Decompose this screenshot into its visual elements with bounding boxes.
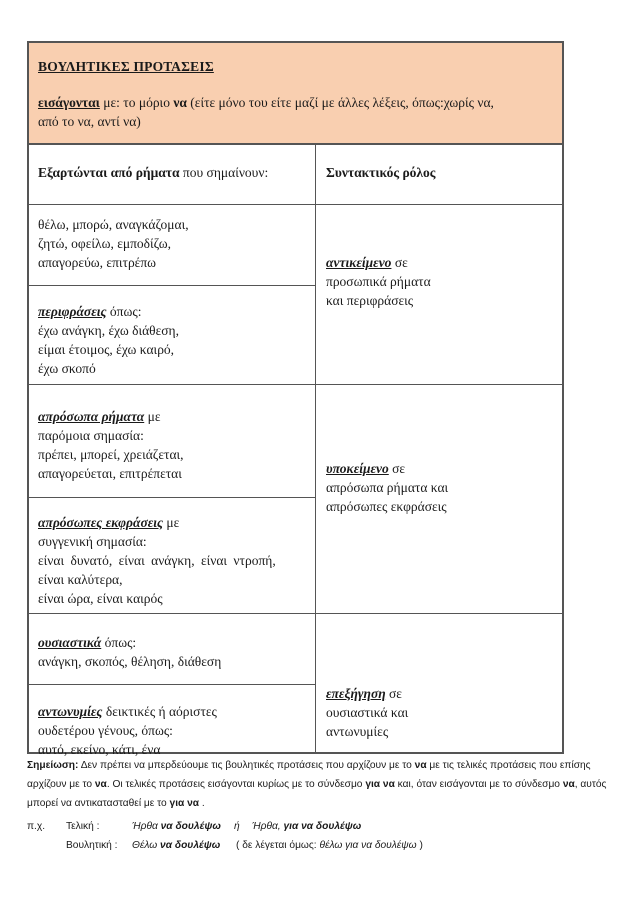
cell-keyword: απρόσωπες εκφράσεις — [38, 515, 164, 530]
cell-keyword: αντωνυμίες — [38, 704, 103, 719]
row-divider — [29, 684, 315, 685]
cell-line: έχω ανάγκη, έχω διάθεση, — [38, 323, 179, 338]
table-header — [29, 43, 562, 145]
column-header-left — [38, 163, 268, 182]
cell-line: ζητώ, οφείλω, εμποδίζω, — [38, 236, 172, 251]
cell-line: είναι ώρα, είναι καιρός — [38, 591, 163, 606]
cell-keyword: αντικείμενο — [326, 255, 392, 270]
pronouns-cell — [38, 702, 217, 759]
row-divider — [29, 613, 562, 614]
cell-rest: σε — [388, 461, 406, 476]
cell-line: ανάγκη, σκοπός, θέληση, διάθεση — [38, 654, 222, 669]
note-paragraph — [27, 756, 607, 813]
cell-rest: με — [163, 515, 180, 530]
cell-line: ουσιαστικά και — [326, 705, 409, 720]
example-text: ) — [416, 840, 423, 851]
column-divider — [315, 145, 316, 754]
row-divider — [29, 497, 315, 498]
cell-line: απρόσωπες εκφράσεις — [326, 499, 447, 514]
note-label: Σημείωση: — [27, 760, 79, 771]
periphrases-cell — [38, 302, 179, 378]
example-final — [132, 817, 221, 836]
cell-line: απαγορεύεται, επιτρέπεται — [38, 466, 182, 481]
cell-line: απαγορεύω, επιτρέπω — [38, 255, 157, 270]
cell-keyword: υποκείμενο — [326, 461, 389, 476]
cell-keyword: απρόσωπα ρήματα — [38, 409, 145, 424]
row-divider — [29, 384, 562, 385]
cell-rest: με — [144, 409, 161, 424]
cell-line: προσωπικά ρήματα — [326, 274, 431, 289]
cell-rest: σε — [385, 686, 402, 701]
cell-line: είμαι έτοιμος, έχω καιρό, — [38, 342, 175, 357]
note-bold: να — [94, 779, 107, 790]
cell-line: πρέπει, μπορεί, χρειάζεται, — [38, 447, 184, 462]
cell-line: είναι δυνατό, είναι ανάγκη, είναι ντροπή, — [38, 553, 276, 568]
example-bold: να δουλέψω — [160, 840, 221, 851]
note-bold: να — [562, 779, 575, 790]
example-text: Ήρθα — [132, 821, 161, 832]
example-marker: π.χ. — [27, 821, 46, 832]
example-text: Ήρθα, — [252, 821, 284, 832]
conditions-table — [27, 41, 564, 757]
example-note — [236, 836, 423, 855]
example-wrong: θέλω για να δουλέψω — [319, 840, 417, 851]
cell-rest: σε — [391, 255, 408, 270]
column-header-left-bold: Εξαρτώνται από ρήματα — [38, 165, 180, 180]
cell-keyword: ουσιαστικά — [38, 635, 102, 650]
cell-rest: όπως: — [101, 635, 137, 650]
example-final-alt — [252, 817, 361, 836]
intro-line2: από το να, αντί να) — [38, 114, 141, 129]
cell-line: αντωνυμίες — [326, 724, 389, 739]
intro-rest: (είτε μόνο του είτε μαζί με άλλες λέξεις, όπως:χωρίς να, — [186, 95, 494, 110]
role-object-cell — [326, 253, 431, 310]
cell-line: συγγενική σημασία: — [38, 534, 147, 549]
cell-line: είναι καλύτερα, — [38, 572, 123, 587]
example-volitional — [132, 836, 220, 855]
cell-line: παρόμοια σημασία: — [38, 428, 144, 443]
cell-keyword: επεξήγηση — [326, 686, 386, 701]
intro-na: να — [173, 95, 187, 110]
nouns-cell — [38, 633, 221, 671]
example-bold: να δουλέψω — [160, 821, 221, 832]
note-bold: για να — [365, 779, 395, 790]
cell-line: έχω σκοπό — [38, 361, 96, 376]
note-text: Δεν πρέπει να μπερδεύουμε τις βουλητικές προτάσεις που αρχίζουν με το — [78, 760, 415, 771]
cell-rest: όπως: — [106, 304, 142, 319]
note-text: , αυτός μπορεί να αντικατασταθεί με το — [27, 779, 607, 809]
intro-mid: με: το μόριο — [99, 95, 174, 110]
column-header-right: Συντακτικός ρόλος — [326, 165, 436, 180]
example-or: ή — [234, 821, 240, 832]
note-text: . — [199, 798, 205, 809]
cell-line: απρόσωπα ρήματα και — [326, 480, 449, 495]
role-explanation-cell — [326, 684, 408, 741]
cell-line: και περιφράσεις — [326, 293, 414, 308]
example-text: Θέλω — [132, 840, 161, 851]
example-final-label: Τελική : — [66, 821, 100, 832]
note-bold: να — [414, 760, 427, 771]
intro-text — [38, 93, 558, 131]
example-volitional-label: Βουλητική : — [66, 840, 118, 851]
impersonal-verbs-cell — [38, 407, 184, 483]
cell-keyword: περιφράσεις — [38, 304, 107, 319]
impersonal-expressions-cell — [38, 513, 314, 608]
note-text: . Οι τελικές προτάσεις εισάγονται κυρίως με το σύνδεσμο — [106, 779, 366, 790]
example-text: ( δε λέγεται όμως: — [236, 840, 320, 851]
cell-line: θέλω, μπορώ, αναγκάζομαι, — [38, 217, 189, 232]
column-header-left-rest: που σημαίνουν: — [179, 165, 269, 180]
verbs-cell — [38, 215, 189, 272]
cell-rest: δεικτικές ή αόριστες — [102, 704, 217, 719]
cell-line: αυτό, εκείνο, κάτι, ένα — [38, 742, 161, 757]
note-text: με τις τελικές προτάσεις που επίσης αρχίζουν με το — [27, 760, 591, 790]
row-divider — [29, 285, 315, 286]
note-bold: για να — [169, 798, 200, 809]
role-subject-cell — [326, 459, 448, 516]
cell-line: ουδετέρου γένους, όπως: — [38, 723, 173, 738]
intro-keyword: εισάγονται — [38, 95, 100, 110]
note-text: και, όταν εισάγονται με το σύνδεσμο — [394, 779, 563, 790]
example-bold: για να δουλέψω — [283, 821, 362, 832]
row-divider — [29, 204, 562, 205]
page-title: ΒΟΥΛΗΤΙΚΕΣ ΠΡΟΤΑΣΕΙΣ — [38, 59, 214, 74]
